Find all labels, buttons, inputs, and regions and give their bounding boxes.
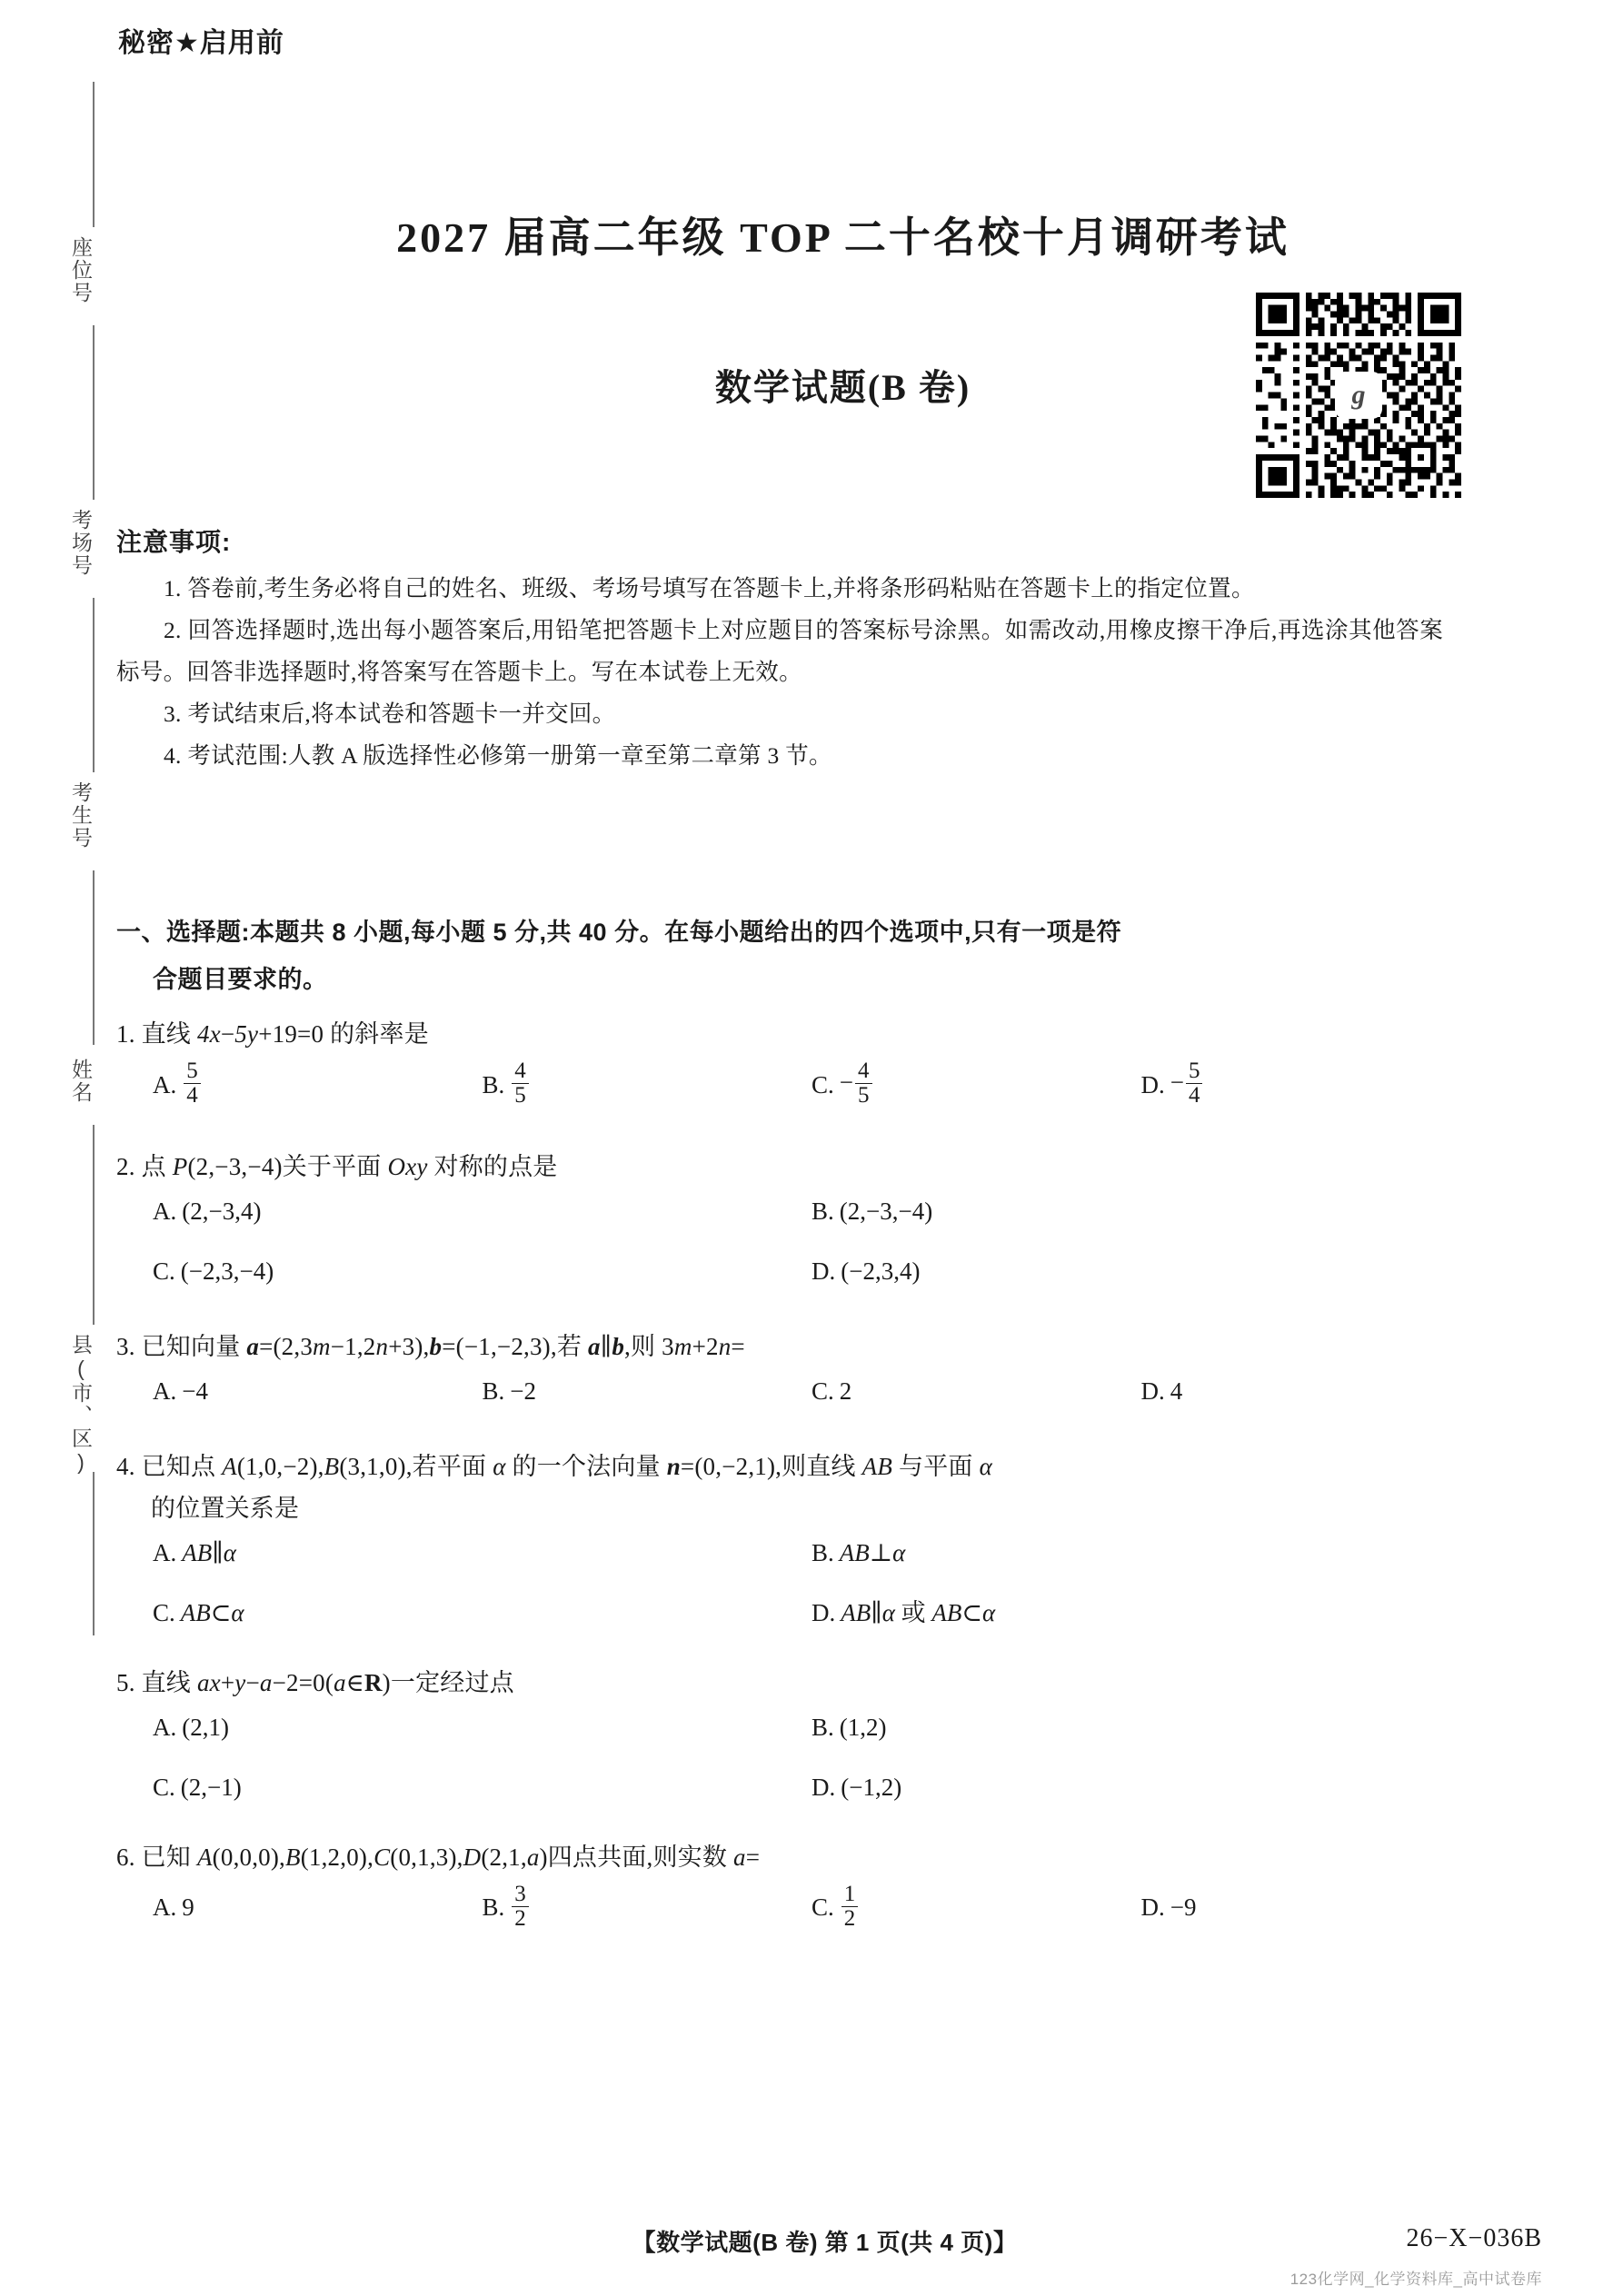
section-heading-line-1: 一、选择题:本题共 8 小题,每小题 5 分,共 40 分。在每小题给出的四个选项中,只有一项是符 bbox=[116, 919, 1122, 946]
option-text: (2,−3,−4) bbox=[839, 1197, 933, 1225]
seal-label-seat: 座位号 bbox=[69, 236, 93, 304]
option-text: $\frac{4}{5}$ bbox=[510, 1060, 531, 1109]
option-label: A. bbox=[153, 1893, 177, 1922]
page-title: 2027 届高二年级 TOP 二十名校十月调研考试 bbox=[396, 214, 1289, 261]
option-label: C. bbox=[811, 1377, 834, 1405]
option-label: A. bbox=[153, 1070, 177, 1098]
question-stem: 6. 已知 A(0,0,0),B(1,2,0),C(0,1,3),D(2,1,a)四点共面,则实数 a= bbox=[116, 1843, 761, 1871]
seal-rule-2 bbox=[93, 325, 95, 500]
option-b[interactable] bbox=[483, 1060, 812, 1109]
question-number: 4. bbox=[116, 1452, 135, 1480]
option-label: A. bbox=[153, 1713, 177, 1741]
option-c[interactable] bbox=[153, 1253, 811, 1289]
qr-code bbox=[1256, 293, 1461, 498]
seal-rule-5 bbox=[93, 1125, 95, 1325]
option-c[interactable] bbox=[811, 1881, 1141, 1933]
option-text: AB⊂α bbox=[180, 1598, 244, 1626]
option-row bbox=[116, 1769, 1470, 1805]
option-row bbox=[116, 1535, 1470, 1571]
option-label: D. bbox=[811, 1257, 836, 1285]
option-text: − $\frac{5}{4}$ bbox=[1170, 1060, 1205, 1109]
notice-item-2: 2. 回答选择题时,选出每小题答案后,用铅笔把答题卡上对应题目的答案标号涂黑。如需改动,用橡皮擦干净后,再选涂其他答案标号。回答非选择题时,将答案写在答题卡上。写在本试卷上无效。 bbox=[116, 617, 1443, 685]
seal-rule-4 bbox=[93, 870, 95, 1045]
option-text: AB∥α bbox=[182, 1538, 236, 1566]
option-label: D. bbox=[1140, 1070, 1165, 1098]
option-text: (−2,3,−4) bbox=[180, 1257, 274, 1285]
option-text: 9 bbox=[182, 1893, 194, 1922]
option-d[interactable] bbox=[1141, 1373, 1471, 1409]
option-text: AB⊥α bbox=[839, 1538, 906, 1566]
question-5 bbox=[116, 1662, 1470, 1805]
option-label: C. bbox=[153, 1773, 175, 1801]
option-text: $\frac{3}{2}$ bbox=[510, 1884, 531, 1933]
seal-label-room: 考场号 bbox=[69, 509, 93, 577]
notice-item-1: 1. 答卷前,考生务必将自己的姓名、班级、考场号填写在答题卡上,并将条形码粘贴在答题卡上的指定位置。 bbox=[164, 575, 1255, 601]
option-c[interactable] bbox=[811, 1373, 1141, 1409]
option-label: B. bbox=[811, 1538, 834, 1566]
option-row bbox=[116, 1060, 1470, 1109]
option-row bbox=[116, 1881, 1470, 1933]
option-text: (2,−1) bbox=[180, 1773, 242, 1801]
seal-label-examinee: 考生号 bbox=[69, 781, 93, 850]
option-text: −4 bbox=[182, 1377, 208, 1405]
seal-rule-3 bbox=[93, 598, 95, 772]
option-text: (2,1) bbox=[182, 1713, 229, 1741]
question-stem: 3. 已知向量 a=(2,3m−1,2n+3),b=(−1,−2,3),若 a∥b,则 3m+2n= bbox=[116, 1332, 745, 1360]
question-number: 5. bbox=[116, 1668, 135, 1696]
option-d[interactable] bbox=[1141, 1060, 1471, 1109]
notice-item-3: 3. 考试结束后,将本试卷和答题卡一并交回。 bbox=[164, 701, 616, 727]
option-c[interactable] bbox=[153, 1769, 811, 1805]
section-heading-line-2: 合题目要求的。 bbox=[153, 966, 328, 993]
option-label: B. bbox=[482, 1070, 505, 1098]
option-label: A. bbox=[153, 1197, 177, 1225]
question-stem-continued: 的位置关系是 bbox=[151, 1494, 300, 1522]
option-row bbox=[116, 1193, 1470, 1229]
footer-paper-code: 26−X−036B bbox=[1406, 2224, 1542, 2252]
option-text: −2 bbox=[510, 1377, 536, 1405]
option-a[interactable] bbox=[153, 1060, 483, 1109]
option-b[interactable] bbox=[811, 1535, 1470, 1571]
option-c[interactable] bbox=[153, 1595, 811, 1631]
question-number: 1. bbox=[116, 1020, 135, 1048]
option-row bbox=[116, 1709, 1470, 1745]
option-text: (1,2) bbox=[839, 1713, 887, 1741]
option-a[interactable] bbox=[153, 1193, 811, 1229]
option-d[interactable] bbox=[811, 1769, 1470, 1805]
option-text: $\frac{1}{2}$ bbox=[840, 1884, 861, 1933]
secret-mark: 秘密★启用前 bbox=[118, 28, 284, 58]
notice-body bbox=[116, 568, 1443, 777]
option-label: D. bbox=[1140, 1893, 1165, 1922]
footer-watermark: 123化学网_化学资料库_高中试卷库 bbox=[1289, 2271, 1542, 2288]
question-3 bbox=[116, 1326, 1470, 1409]
option-a[interactable] bbox=[153, 1373, 483, 1409]
seal-rule-6 bbox=[93, 1472, 95, 1635]
question-stem: 2. 点 P(2,−3,−4)关于平面 Oxy 对称的点是 bbox=[116, 1152, 558, 1180]
option-label: D. bbox=[1140, 1377, 1165, 1405]
option-text: AB∥α 或 AB⊂α bbox=[841, 1598, 996, 1626]
option-text: (−1,2) bbox=[841, 1773, 902, 1801]
notice-title: 注意事项: bbox=[116, 528, 232, 556]
option-label: C. bbox=[153, 1598, 175, 1626]
seal-label-county: 县(市、区) bbox=[69, 1334, 93, 1476]
option-d[interactable] bbox=[1141, 1884, 1471, 1933]
option-label: D. bbox=[811, 1598, 836, 1626]
option-label: B. bbox=[482, 1377, 505, 1405]
option-text: −9 bbox=[1170, 1893, 1197, 1922]
seal-label-name: 姓名 bbox=[69, 1059, 93, 1104]
option-label: C. bbox=[811, 1070, 834, 1098]
question-1 bbox=[116, 1013, 1470, 1109]
option-text: (2,−3,4) bbox=[182, 1197, 262, 1225]
option-text: − $\frac{4}{5}$ bbox=[840, 1060, 874, 1109]
footer-page-label: 【数学试题(B 卷) 第 1 页(共 4 页)】 bbox=[632, 2229, 1018, 2256]
option-row bbox=[116, 1595, 1470, 1631]
option-label: B. bbox=[482, 1893, 505, 1922]
question-6 bbox=[116, 1836, 1470, 1933]
option-text: 4 bbox=[1170, 1377, 1183, 1405]
option-text: $\frac{5}{4}$ bbox=[182, 1060, 203, 1109]
question-number: 3. bbox=[116, 1332, 135, 1360]
option-d[interactable] bbox=[811, 1253, 1470, 1289]
page-subtitle: 数学试题(B 卷) bbox=[714, 367, 971, 408]
qr-center-logo-icon: g bbox=[1335, 372, 1382, 419]
option-label: B. bbox=[811, 1713, 834, 1741]
option-label: D. bbox=[811, 1773, 836, 1801]
question-number: 2. bbox=[116, 1152, 135, 1180]
option-text: 2 bbox=[839, 1377, 852, 1405]
option-b[interactable] bbox=[483, 1373, 812, 1409]
option-b[interactable] bbox=[482, 1881, 812, 1933]
option-c[interactable] bbox=[811, 1060, 1141, 1109]
option-row bbox=[116, 1373, 1470, 1409]
notice-item-4: 4. 考试范围:人教 A 版选择性必修第一册第一章至第二章第 3 节。 bbox=[164, 742, 832, 769]
question-number: 6. bbox=[116, 1843, 135, 1871]
option-b[interactable] bbox=[811, 1709, 1470, 1745]
question-stem: 1. 直线 4x−5y+19=0 的斜率是 bbox=[116, 1020, 429, 1048]
question-2 bbox=[116, 1146, 1470, 1289]
question-4 bbox=[116, 1446, 1470, 1631]
option-label: A. bbox=[153, 1377, 177, 1405]
option-a[interactable] bbox=[153, 1884, 483, 1933]
option-a[interactable] bbox=[153, 1709, 811, 1745]
option-a[interactable] bbox=[153, 1535, 811, 1571]
question-stem: 5. 直线 ax+y−a−2=0(a∈R)一定经过点 bbox=[116, 1668, 514, 1696]
option-row bbox=[116, 1253, 1470, 1289]
option-label: C. bbox=[153, 1257, 175, 1285]
option-label: A. bbox=[153, 1538, 177, 1566]
section-heading-choice bbox=[116, 909, 1452, 1003]
option-label: C. bbox=[811, 1893, 834, 1922]
option-text: (−2,3,4) bbox=[841, 1257, 921, 1285]
question-list bbox=[116, 1013, 1470, 1932]
option-b[interactable] bbox=[811, 1193, 1470, 1229]
option-label: B. bbox=[811, 1197, 834, 1225]
question-stem: 4. 已知点 A(1,0,−2),B(3,1,0),若平面 α 的一个法向量 n=(0,−2,1),则直线 AB 与平面 α 的位置关系是 bbox=[116, 1446, 1470, 1529]
option-d[interactable] bbox=[811, 1595, 1470, 1631]
